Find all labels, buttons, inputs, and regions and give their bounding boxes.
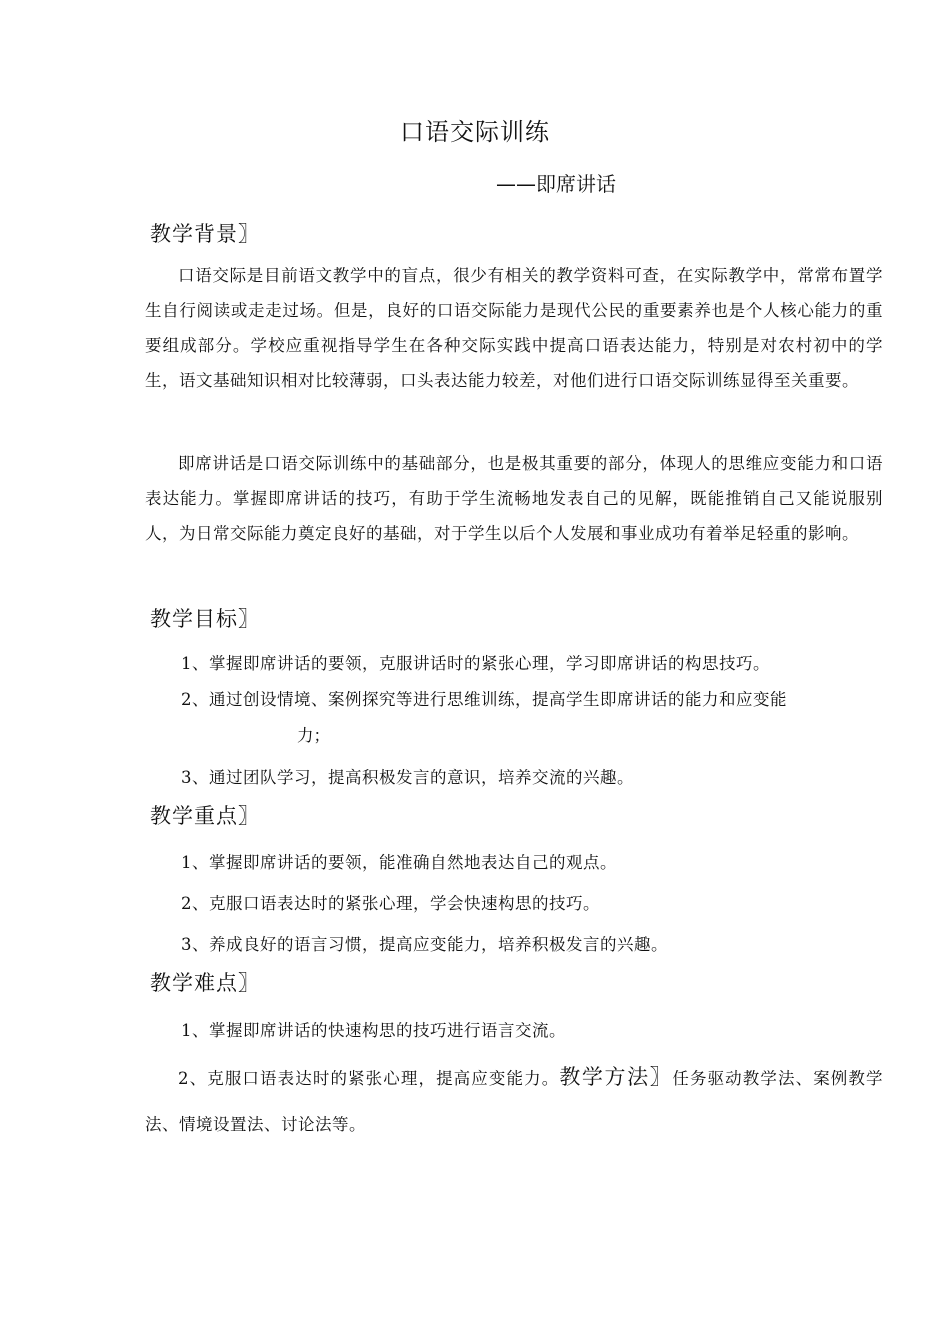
goals-heading: 教学目标〗 bbox=[150, 607, 260, 631]
document-title: 口语交际训练 bbox=[400, 118, 550, 146]
key-points-item-3: 3、养成良好的语言习惯，提高应变能力，培养积极发言的兴趣。 bbox=[181, 935, 668, 954]
goals-item-2-continuation: 力； bbox=[297, 726, 330, 745]
difficulties-item-2-with-methods bbox=[145, 1054, 883, 1148]
background-paragraph-1: 口语交际是目前语文教学中的盲点，很少有相关的教学资料可查，在实际教学中，常常布置学生自行阅读或走走过场。但是，良好的口语交际能力是现代公民的重要素养也是个人核心能力的重要组成部分。学校应重视指导学生在各种交际实践中提高口语表达能力，特别是对农村初中的学生，语文基础知识相对比较薄弱，口头表达能力较差，对他们进行口语交际训练显得至关重要。 bbox=[145, 266, 883, 390]
key-points-item-1: 1、掌握即席讲话的要领，能准确自然地表达自己的观点。 bbox=[181, 853, 617, 872]
goals-item-1: 1、掌握即席讲话的要领，克服讲话时的紧张心理，学习即席讲话的构思技巧。 bbox=[181, 654, 770, 673]
goals-item-3: 3、通过团队学习，提高积极发言的意识，培养交流的兴趣。 bbox=[181, 768, 634, 787]
document-subtitle: ——即席讲话 bbox=[496, 172, 616, 196]
difficulties-heading: 教学难点〗 bbox=[150, 971, 260, 995]
background-paragraph-2: 即席讲话是口语交际训练中的基础部分，也是极其重要的部分，体现人的思维应变能力和口语表达能力。掌握即席讲话的技巧，有助于学生流畅地发表自己的见解，既能推销自己又能说服别人，为日常交际能力奠定良好的基础，对于学生以后个人发展和事业成功有着举足轻重的影响。 bbox=[145, 454, 883, 543]
key-points-heading: 教学重点〗 bbox=[150, 804, 260, 828]
methods-text: 任务驱动教学法、案例教学法、情境设置法、讨论法等。 bbox=[145, 1069, 884, 1134]
difficulties-item-1: 1、掌握即席讲话的快速构思的技巧进行语言交流。 bbox=[181, 1021, 566, 1040]
methods-heading: 教学方法〗 bbox=[559, 1065, 673, 1089]
key-points-item-2: 2、克服口语表达时的紧张心理，学会快速构思的技巧。 bbox=[181, 894, 600, 913]
background-heading: 教学背景〗 bbox=[150, 222, 260, 246]
goals-item-2: 2、通过创设情境、案例探究等进行思维训练，提高学生即席讲话的能力和应变能 bbox=[181, 690, 787, 709]
difficulties-item-2: 2、克服口语表达时的紧张心理，提高应变能力。 bbox=[178, 1069, 560, 1088]
